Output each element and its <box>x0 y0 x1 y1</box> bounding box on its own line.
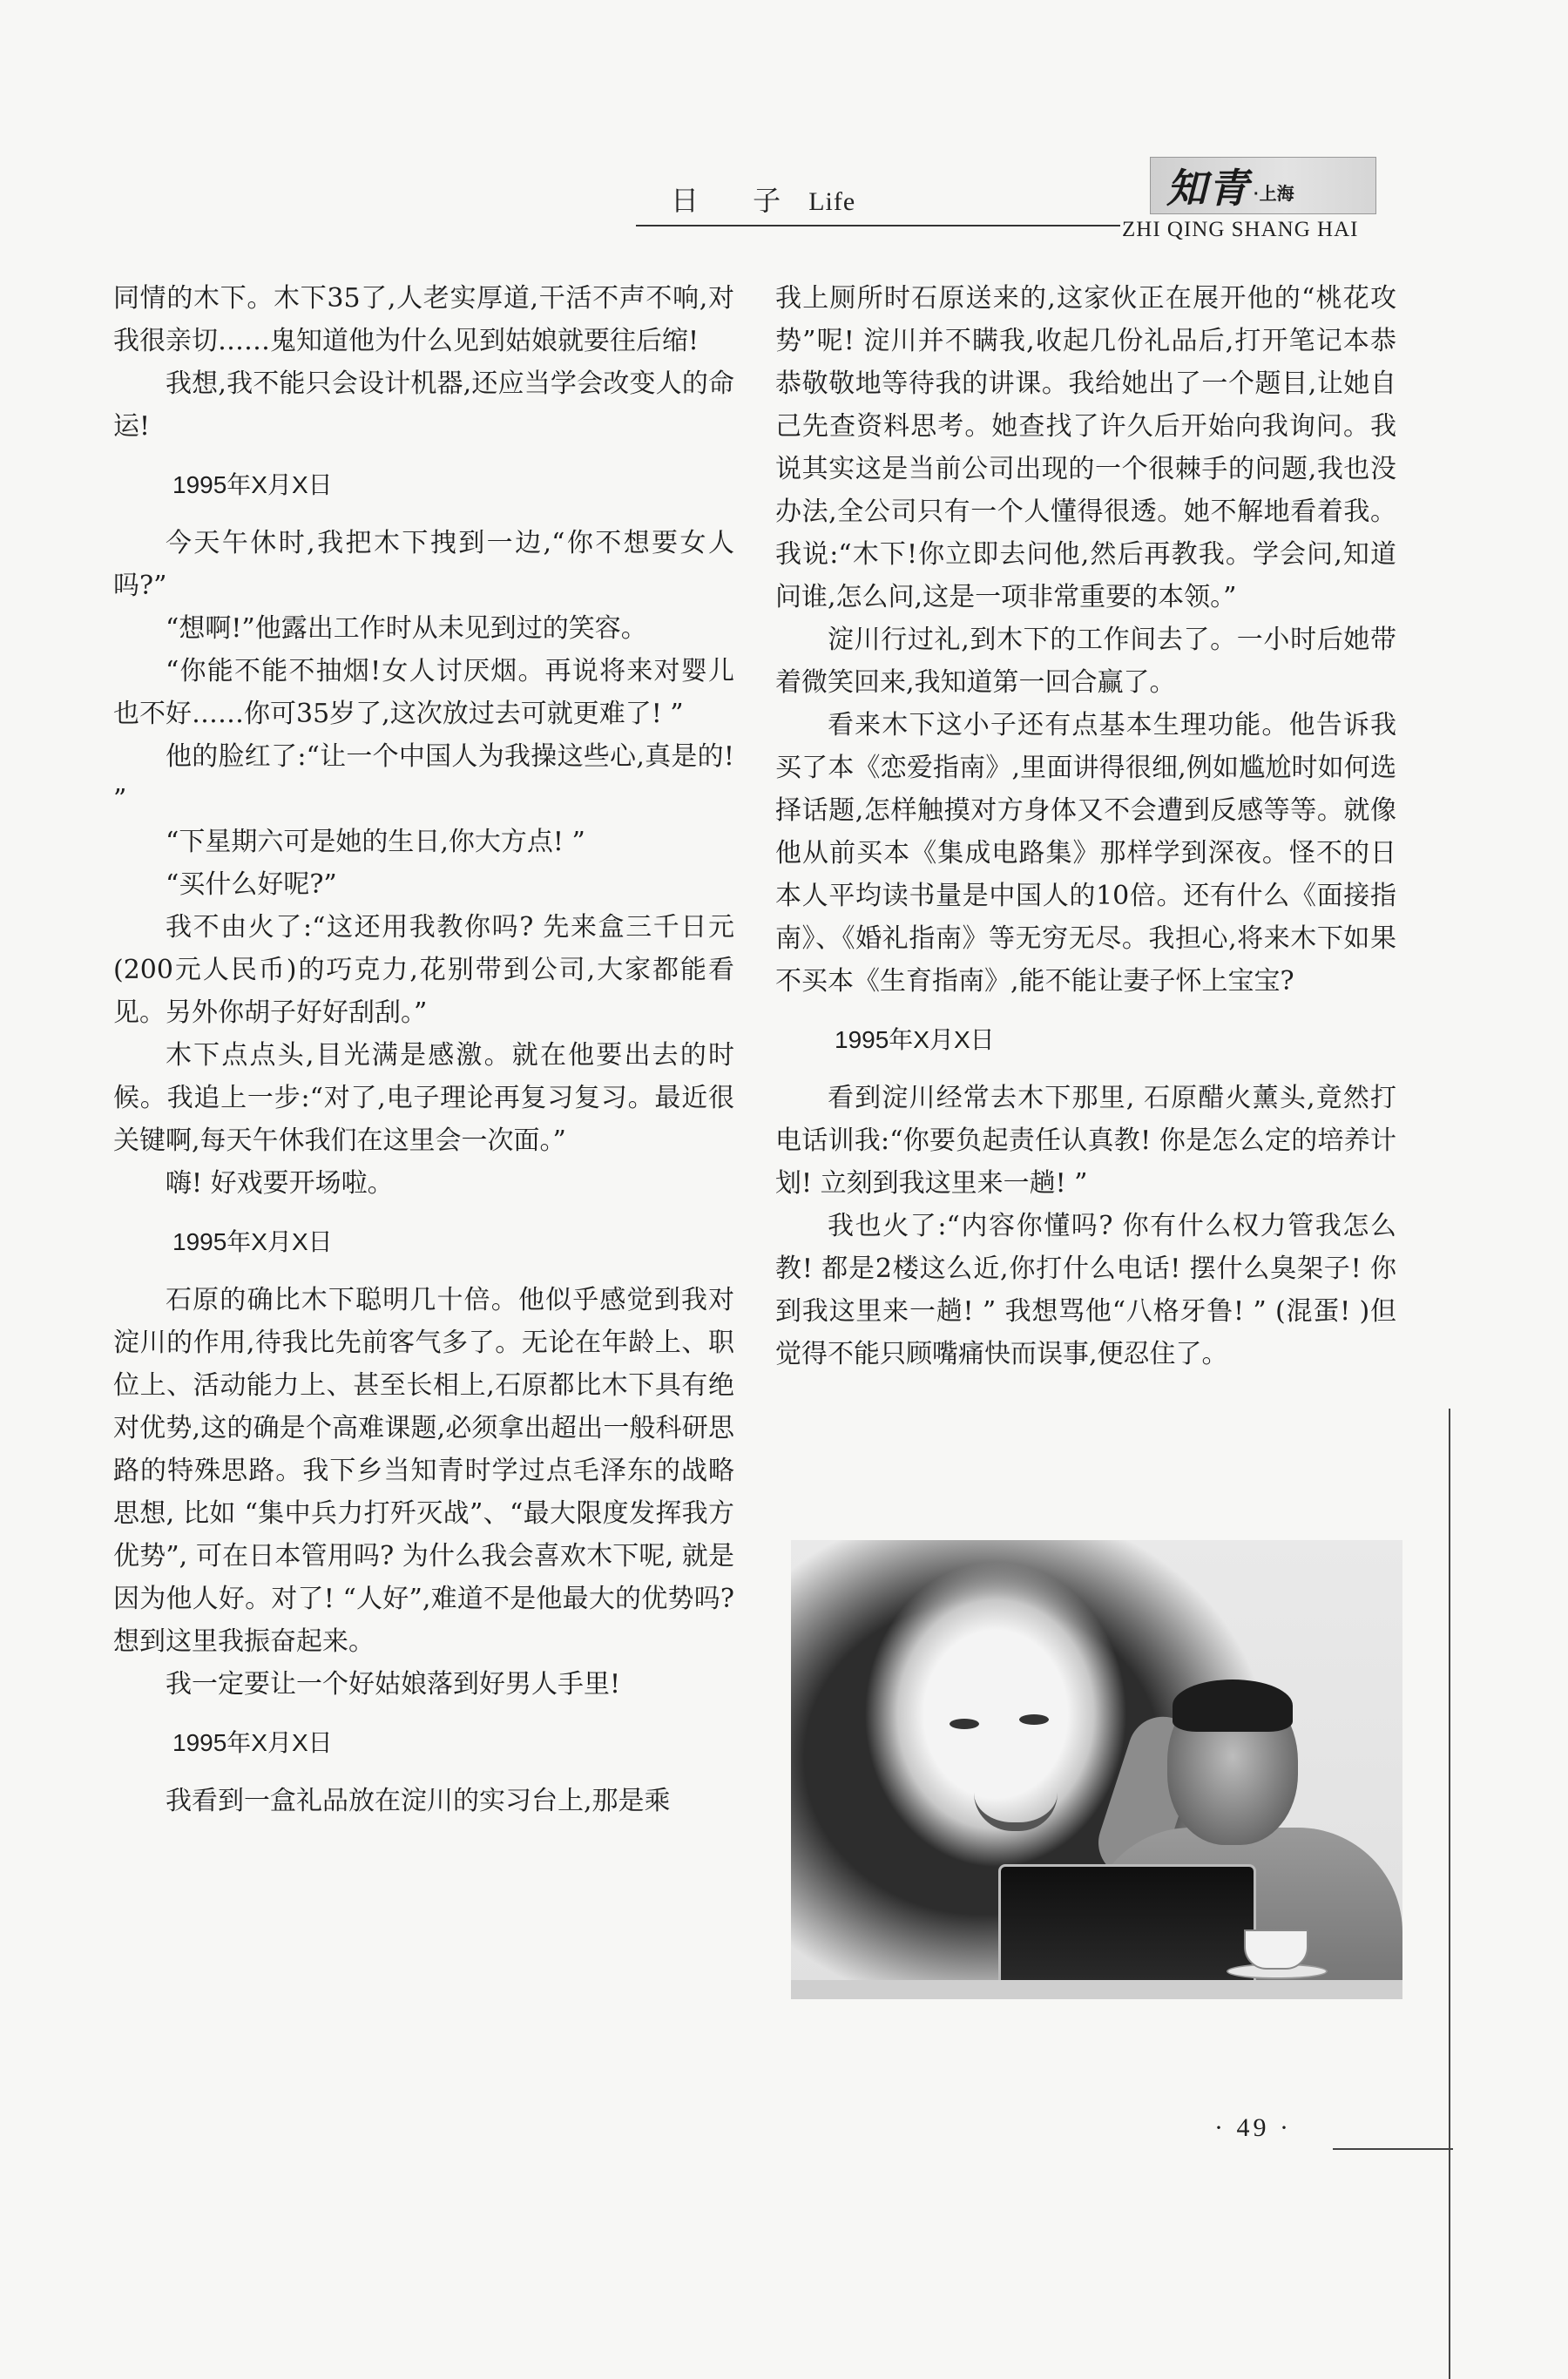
section-title <box>671 179 855 219</box>
illustration-photo <box>791 1540 1402 1999</box>
diary-date: 1995年X月X日 <box>172 1729 333 1756</box>
paragraph: 嗨! 好戏要开场啦。 <box>166 1168 394 1199</box>
woman-eye-icon <box>1019 1714 1049 1725</box>
right-text-column <box>775 277 1396 1375</box>
paragraph: 我也火了:“内容你懂吗? 你有什么权力管我怎么教! 都是2楼这么近,你打什么电话! 摆什么臭架子! 你到我这里来一趟! ” 我想骂他“八格牙鲁! ” (混蛋! )但觉得不能只顾嘴痛快而误事,便忍住了。 <box>775 1211 1396 1369</box>
paragraph: 同情的木下。木下35了,人老实厚道,干活不声不响,对我很亲切……鬼知道他为什么见到姑娘就要往后缩! <box>113 283 734 356</box>
paragraph: 我上厕所时石原送来的,这家伙正在展开他的“桃花攻势”呢! 淀川并不瞒我,收起几份礼品后,打开笔记本恭恭敬敬地等待我的讲课。我给她出了一个题目,让她自己先查资料思考。她查找了许久后开始向我询问。我说其实这是当前公司出现的一个很棘手的问题,我也没办法,全公司只有一个人懂得很透。她不解地看着我。我说:“木下!你立即去问他,然后再教我。学会问,知道问谁,怎么问,这是一项非常重要的本领。” <box>775 283 1396 612</box>
paragraph: 看来木下这小子还有点基本生理功能。他告诉我买了本《恋爱指南》,里面讲得很细,例如尴尬时如何选择话题,怎样触摸对方身体又不会遭到反感等等。就像他从前买本《集成电路集》那样学到深夜。怪不的日本人平均读书量是中国人的10倍。还有什么《面接指南》、《婚礼指南》等无穷无尽。我担心,将来木下如果不买本《生育指南》,能不能让妻子怀上宝宝? <box>775 710 1396 997</box>
diary-date: 1995年X月X日 <box>172 1228 333 1255</box>
paragraph: 我不由火了:“这还用我教你吗? 先来盒三千日元(200元人民币)的巧克力,花别带到公司,大家都能看见。另外你胡子好好刮刮。” <box>113 912 734 1028</box>
page-number: · 49 · <box>1214 2113 1292 2142</box>
header-rule <box>636 225 1120 226</box>
coffee-cup-icon <box>1244 1930 1308 1970</box>
footer-rule <box>1333 2148 1453 2150</box>
woman-smile-icon <box>974 1793 1058 1831</box>
paragraph: 我一定要让一个好姑娘落到好男人手里! <box>166 1669 621 1700</box>
man-hair-shape <box>1173 1679 1293 1732</box>
paragraph: “下星期六可是她的生日,你大方点! ” <box>166 827 585 857</box>
paragraph: 我想,我不能只会设计机器,还应当学会改变人的命运! <box>113 368 734 442</box>
logo-pinyin: ZHI QING SHANG HAI <box>1122 218 1359 241</box>
paragraph: “买什么好呢?” <box>166 869 337 900</box>
left-text-column <box>113 277 734 1822</box>
section-title-zh: 日 子 <box>671 184 804 217</box>
paragraph: 石原的确比木下聪明几十倍。他似乎感觉到我对淀川的作用,待我比先前客气多了。无论在年龄上、职位上、活动能力上、甚至长相上,石原都比木下具有绝对优势,这的确是个高难课题,必须拿出超出一般科研思路的特殊思路。我下乡当知青时学过点毛泽东的战略思想, 比如 “集中兵力打歼灭战”、“最大限度发挥我方优势”, 可在日本管用吗? 为什么我会喜欢木下呢, 就是因为他人好。对了! “人好”,难道不是他最大的优势吗? 想到这里我振奋起来。 <box>113 1285 734 1657</box>
paragraph: “想啊!”他露出工作时从未见到过的笑容。 <box>166 613 647 644</box>
diary-date: 1995年X月X日 <box>172 471 333 498</box>
diary-date: 1995年X月X日 <box>835 1026 995 1053</box>
woman-eye-icon <box>950 1719 979 1729</box>
section-title-en: Life <box>808 187 856 216</box>
paragraph: 看到淀川经常去木下那里, 石原醋火薰头,竟然打电话训我:“你要负起责任认真教! 你是怎么定的培养计划! 立刻到我这里来一趟! ” <box>775 1083 1396 1199</box>
paragraph: 他的脸红了:“让一个中国人为我操这些心,真是的! ” <box>113 741 734 814</box>
logo-sub-text: ·上海 <box>1254 184 1294 204</box>
magazine-logo <box>1150 157 1376 214</box>
laptop-icon <box>998 1864 1256 1997</box>
logo-main-text: 知青 <box>1166 165 1250 212</box>
paragraph: “你能不能不抽烟!女人讨厌烟。再说将来对婴儿也不好……你可35岁了,这次放过去可就更难了! ” <box>113 656 734 729</box>
paragraph: 我看到一盒礼品放在淀川的实习台上,那是乘 <box>166 1786 671 1816</box>
paragraph: 今天午休时,我把木下拽到一边,“你不想要女人吗?” <box>113 528 734 601</box>
right-margin-rule <box>1449 1409 1450 2379</box>
paragraph: 淀川行过礼,到木下的工作间去了。一小时后她带着微笑回来,我知道第一回合赢了。 <box>775 625 1396 698</box>
paragraph: 木下点点头,目光满是感激。就在他要出去的时候。我追上一步:“对了,电子理论再复习复习。最近很关键啊,每天午休我们在这里会一次面。” <box>113 1040 734 1156</box>
desk-shape <box>791 1980 1402 1999</box>
